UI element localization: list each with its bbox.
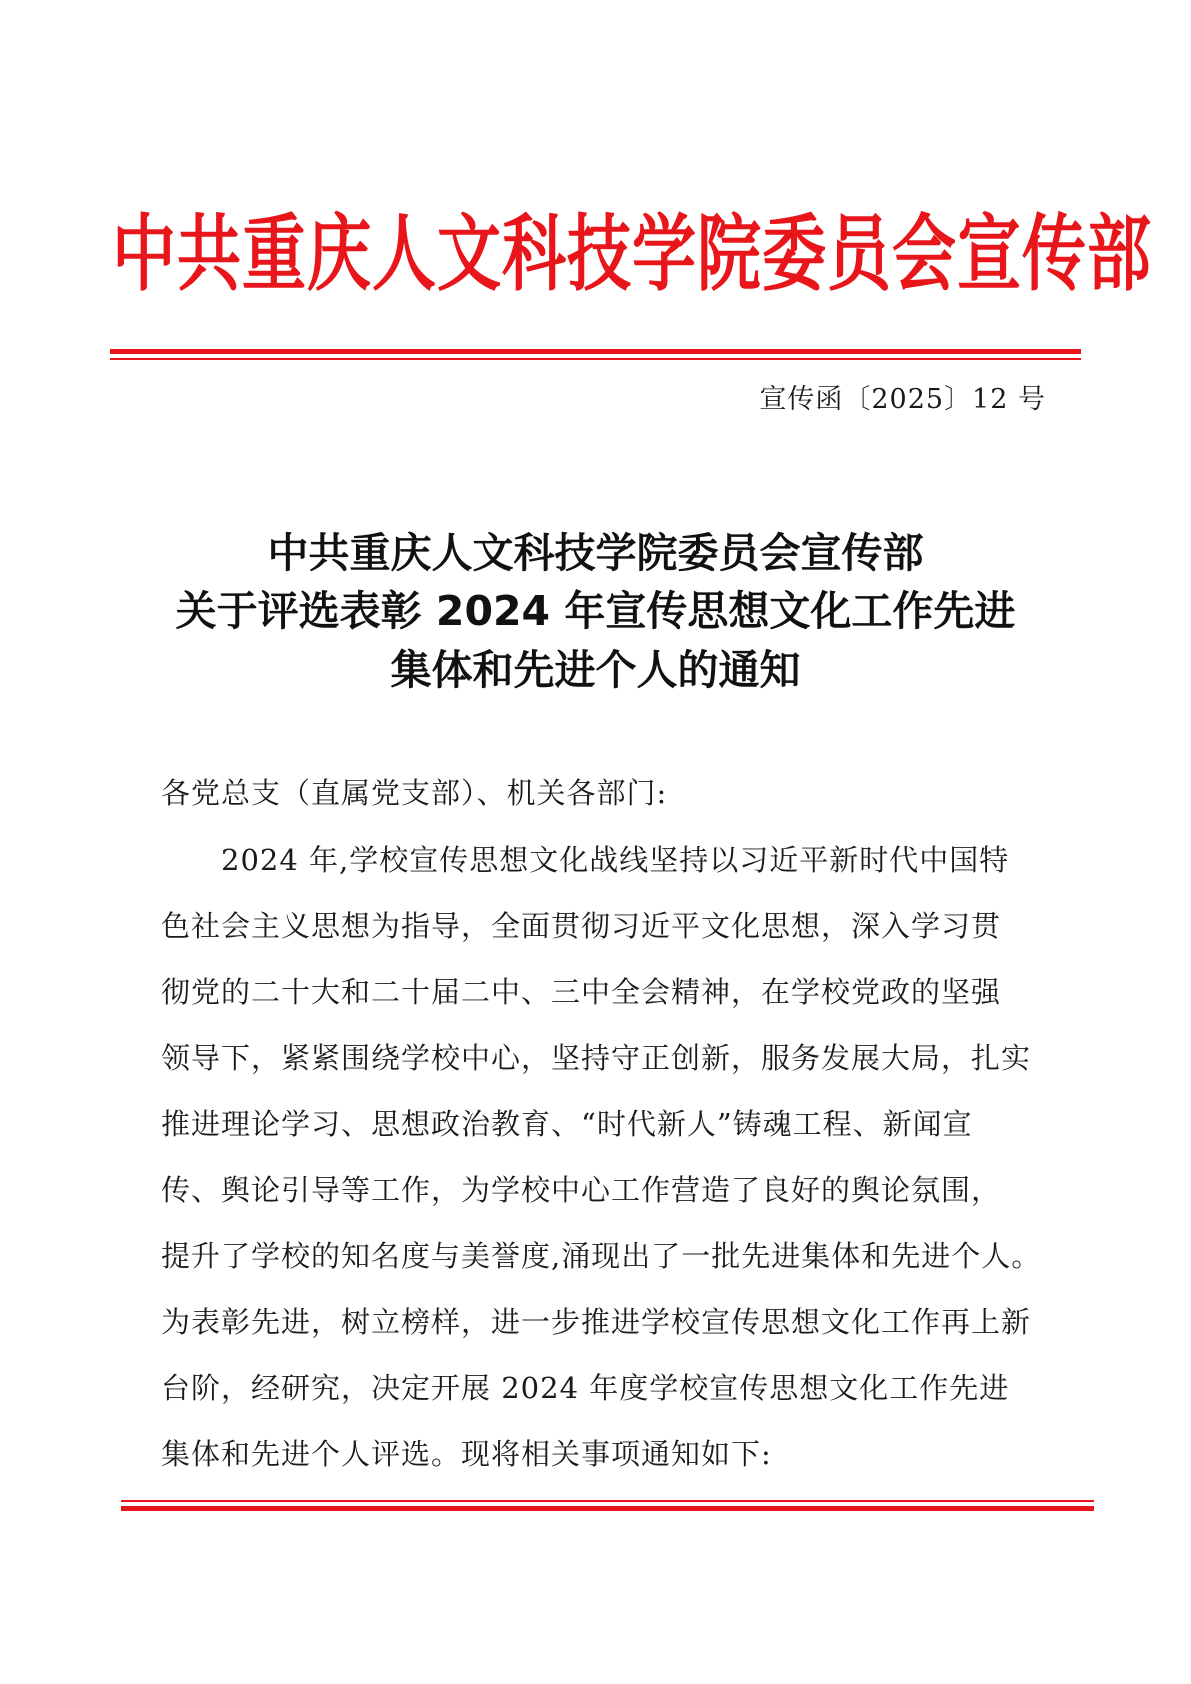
document-number: 宣传函〔2025〕12 号: [759, 384, 1046, 415]
paragraph-line: 推进理论学习、思想政治教育、“时代新人”铸魂工程、新闻宣: [161, 1107, 973, 1141]
paragraph-line: 台阶，经研究，决定开展 2024 年度学校宣传思想文化工作先进: [161, 1371, 1010, 1405]
footer-divider-thin: [121, 1500, 1094, 1502]
letterhead-title: 中共重庆人文科技学院委员会宣传部: [112, 206, 1152, 304]
paragraph-line: 领导下，紧紧围绕学校中心，坚持守正创新，服务发展大局，扎实: [161, 1041, 1032, 1075]
salutation: 各党总支（直属党支部）、机关各部门:: [161, 776, 668, 810]
paragraph-line: 集体和先进个人评选。现将相关事项通知如下:: [161, 1437, 772, 1471]
paragraph-line: 提升了学校的知名度与美誉度,涌现出了一批先进集体和先进个人。: [161, 1239, 1042, 1273]
paragraph-line: 色社会主义思想为指导，全面贯彻习近平文化思想，深入学习贯: [161, 909, 1002, 943]
paragraph-line: 传、舆论引导等工作，为学校中心工作营造了良好的舆论氛围，: [161, 1173, 1002, 1207]
letterhead-divider-thin: [110, 358, 1081, 360]
letterhead-divider-thick: [110, 349, 1081, 354]
notice-title-line-1: 中共重庆人文科技学院委员会宣传部: [267, 529, 924, 577]
notice-title-line-2: 关于评选表彰 2024 年宣传思想文化工作先进: [175, 587, 1016, 635]
paragraph-line: 为表彰先进，树立榜样，进一步推进学校宣传思想文化工作再上新: [161, 1305, 1032, 1339]
paragraph-line: 彻党的二十大和二十届二中、三中全会精神，在学校党政的坚强: [161, 975, 1002, 1009]
paragraph-line: 2024 年,学校宣传思想文化战线坚持以习近平新时代中国特: [161, 843, 1010, 877]
footer-divider-thick: [121, 1506, 1094, 1511]
notice-title-line-3: 集体和先进个人的通知: [390, 646, 801, 694]
